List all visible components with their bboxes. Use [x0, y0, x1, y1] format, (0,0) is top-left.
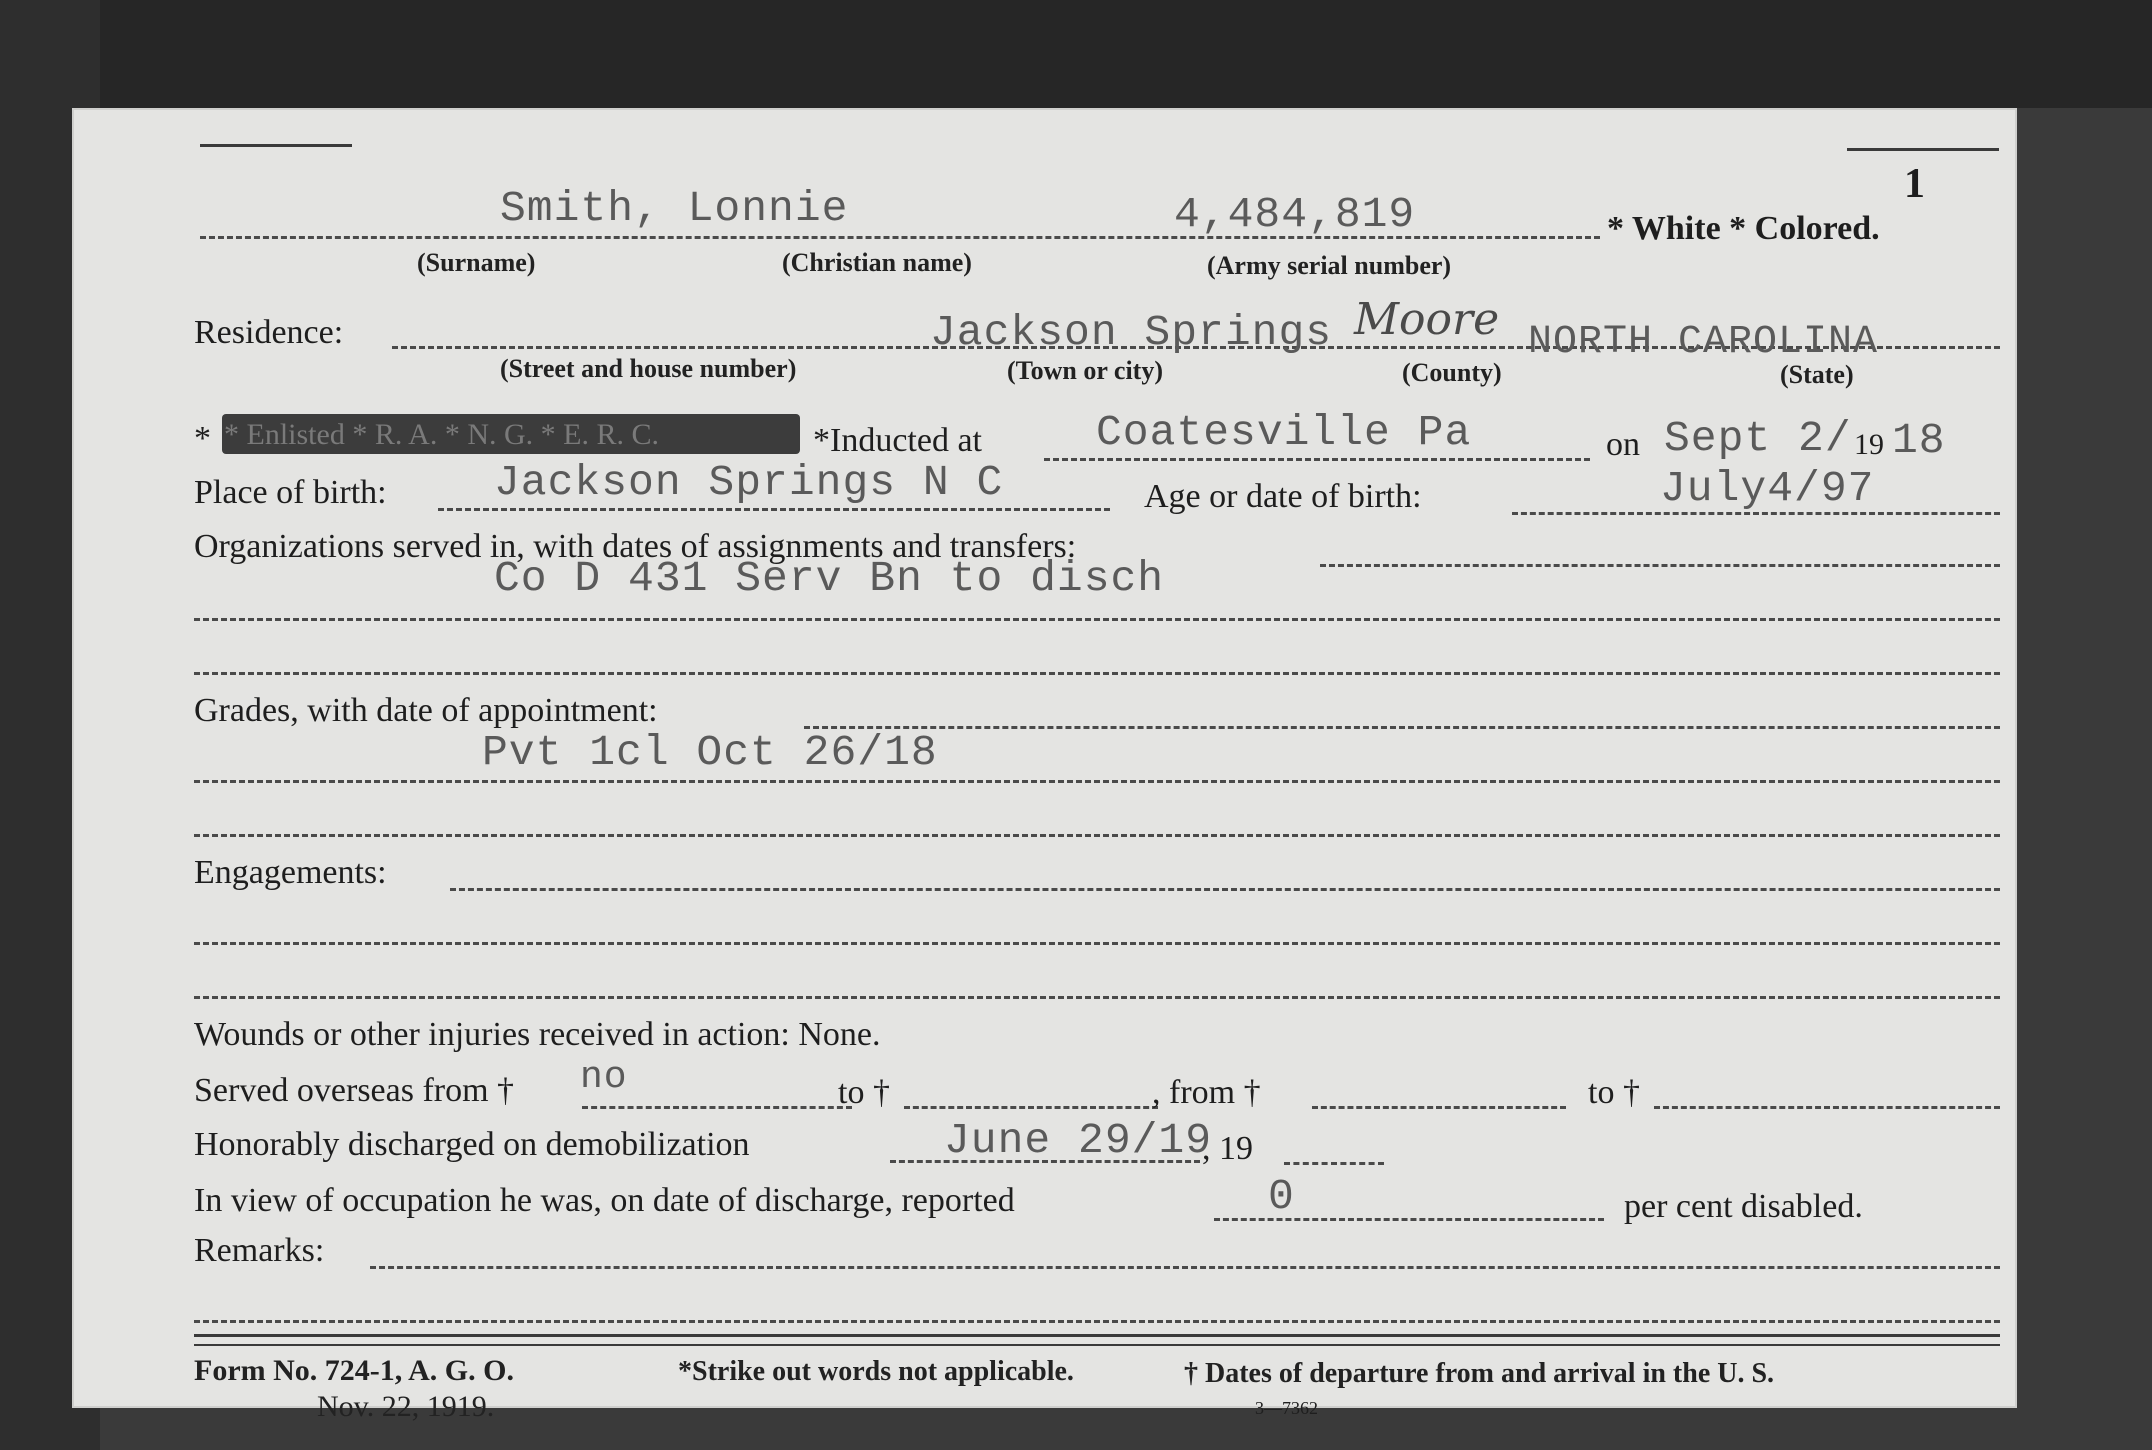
engagements-label: Engagements:	[194, 854, 387, 891]
footer-rule-1	[194, 1334, 2000, 1337]
street-caption: (Street and house number)	[500, 354, 797, 383]
name-value: Smith, Lonnie	[500, 184, 849, 233]
organizations-line-3	[194, 672, 2000, 675]
inducted-date-value: Sept 2/	[1664, 414, 1852, 463]
occupation-label: In view of occupation he was, on date of discharge, reported	[194, 1182, 1015, 1219]
inducted-on-label: on	[1606, 426, 1640, 463]
organizations-line-1	[1320, 564, 2000, 567]
grades-line-2	[194, 780, 2000, 783]
inducted-year-prefix: 19	[1854, 428, 1884, 461]
overseas-to-line-2	[1654, 1106, 2000, 1109]
town-value: Jackson Springs	[930, 308, 1333, 357]
birth-place-label: Place of birth:	[194, 474, 387, 511]
residence-label: Residence:	[194, 314, 344, 351]
remarks-line-1	[370, 1266, 2000, 1269]
overseas-from-line-2	[1312, 1106, 1566, 1109]
form-date: Nov. 22, 1919.	[317, 1390, 495, 1423]
town-caption: (Town or city)	[1007, 356, 1163, 385]
service-record-card	[72, 108, 2017, 1423]
top-left-rule	[200, 144, 352, 147]
scan-background-top	[0, 0, 2152, 108]
organizations-label: Organizations served in, with dates of assignments and transfers:	[194, 528, 1077, 565]
engagements-line-1	[450, 888, 2000, 891]
remarks-label: Remarks:	[194, 1232, 325, 1269]
serial-caption: (Army serial number)	[1207, 251, 1452, 280]
organizations-value: Co D 431 Serv Bn to disch	[494, 554, 1165, 603]
remarks-line-2	[194, 1320, 2000, 1323]
grades-line-3	[194, 834, 2000, 837]
enlisted-options: * Enlisted * R. A. * N. G. * E. R. C.	[224, 418, 660, 451]
overseas-from-label: , from †	[1152, 1074, 1261, 1111]
card-number: 1	[1904, 161, 1925, 207]
discharged-value: June 29/19	[944, 1116, 1213, 1165]
strike-out-note: *Strike out words not applicable.	[678, 1356, 1074, 1387]
grades-line-1	[804, 726, 2000, 729]
surname-caption: (Surname)	[417, 248, 536, 277]
overseas-to-label: to †	[838, 1074, 890, 1111]
discharged-label: Honorably discharged on demobilization	[194, 1126, 750, 1163]
serial-value: 4,484,819	[1174, 190, 1416, 239]
discharged-year-line	[1284, 1162, 1384, 1165]
overseas-to-line	[904, 1106, 1158, 1109]
disabled-label: per cent disabled.	[1624, 1188, 1863, 1225]
grades-label: Grades, with date of appointment:	[194, 692, 658, 729]
christian-name-caption: (Christian name)	[782, 248, 972, 277]
print-code: 3—7362	[1255, 1398, 1318, 1418]
engagements-line-3	[194, 996, 2000, 999]
footer-rule-2	[194, 1344, 2000, 1346]
discharged-year-label: , 19	[1202, 1130, 1253, 1167]
enlisted-asterisk: *	[194, 420, 211, 457]
inducted-year-value: 18	[1892, 416, 1946, 465]
birth-place-value: Jackson Springs N C	[494, 458, 1004, 507]
county-value: Moore	[1354, 294, 1500, 345]
race-options: * White * Colored.	[1607, 210, 1880, 247]
overseas-to-label-2: to †	[1588, 1074, 1640, 1111]
state-caption: (State)	[1780, 360, 1854, 389]
state-value: NORTH CAROLINA	[1528, 320, 1879, 365]
inducted-place-value: Coatesville Pa	[1096, 408, 1472, 457]
county-caption: (County)	[1402, 358, 1502, 387]
overseas-value: no	[580, 1056, 628, 1099]
organizations-line-2	[194, 618, 2000, 621]
birth-place-line	[438, 508, 1110, 511]
name-line	[200, 236, 1600, 239]
form-number: Form No. 724-1, A. G. O.	[194, 1354, 514, 1387]
age-label: Age or date of birth:	[1144, 478, 1422, 515]
dates-note: † Dates of departure from and arrival in the U. S.	[1184, 1358, 1775, 1389]
occupation-value: 0	[1268, 1172, 1295, 1221]
overseas-label: Served overseas from †	[194, 1072, 515, 1109]
engagements-line-2	[194, 942, 2000, 945]
overseas-from-line	[582, 1106, 852, 1109]
inducted-line	[1044, 458, 1590, 461]
top-right-rule	[1847, 148, 1999, 151]
inducted-label: *Inducted at	[813, 422, 982, 459]
age-value: July4/97	[1660, 464, 1875, 513]
grades-value: Pvt 1cl Oct 26/18	[482, 728, 938, 777]
wounds-label: Wounds or other injuries received in action: None.	[194, 1016, 881, 1053]
